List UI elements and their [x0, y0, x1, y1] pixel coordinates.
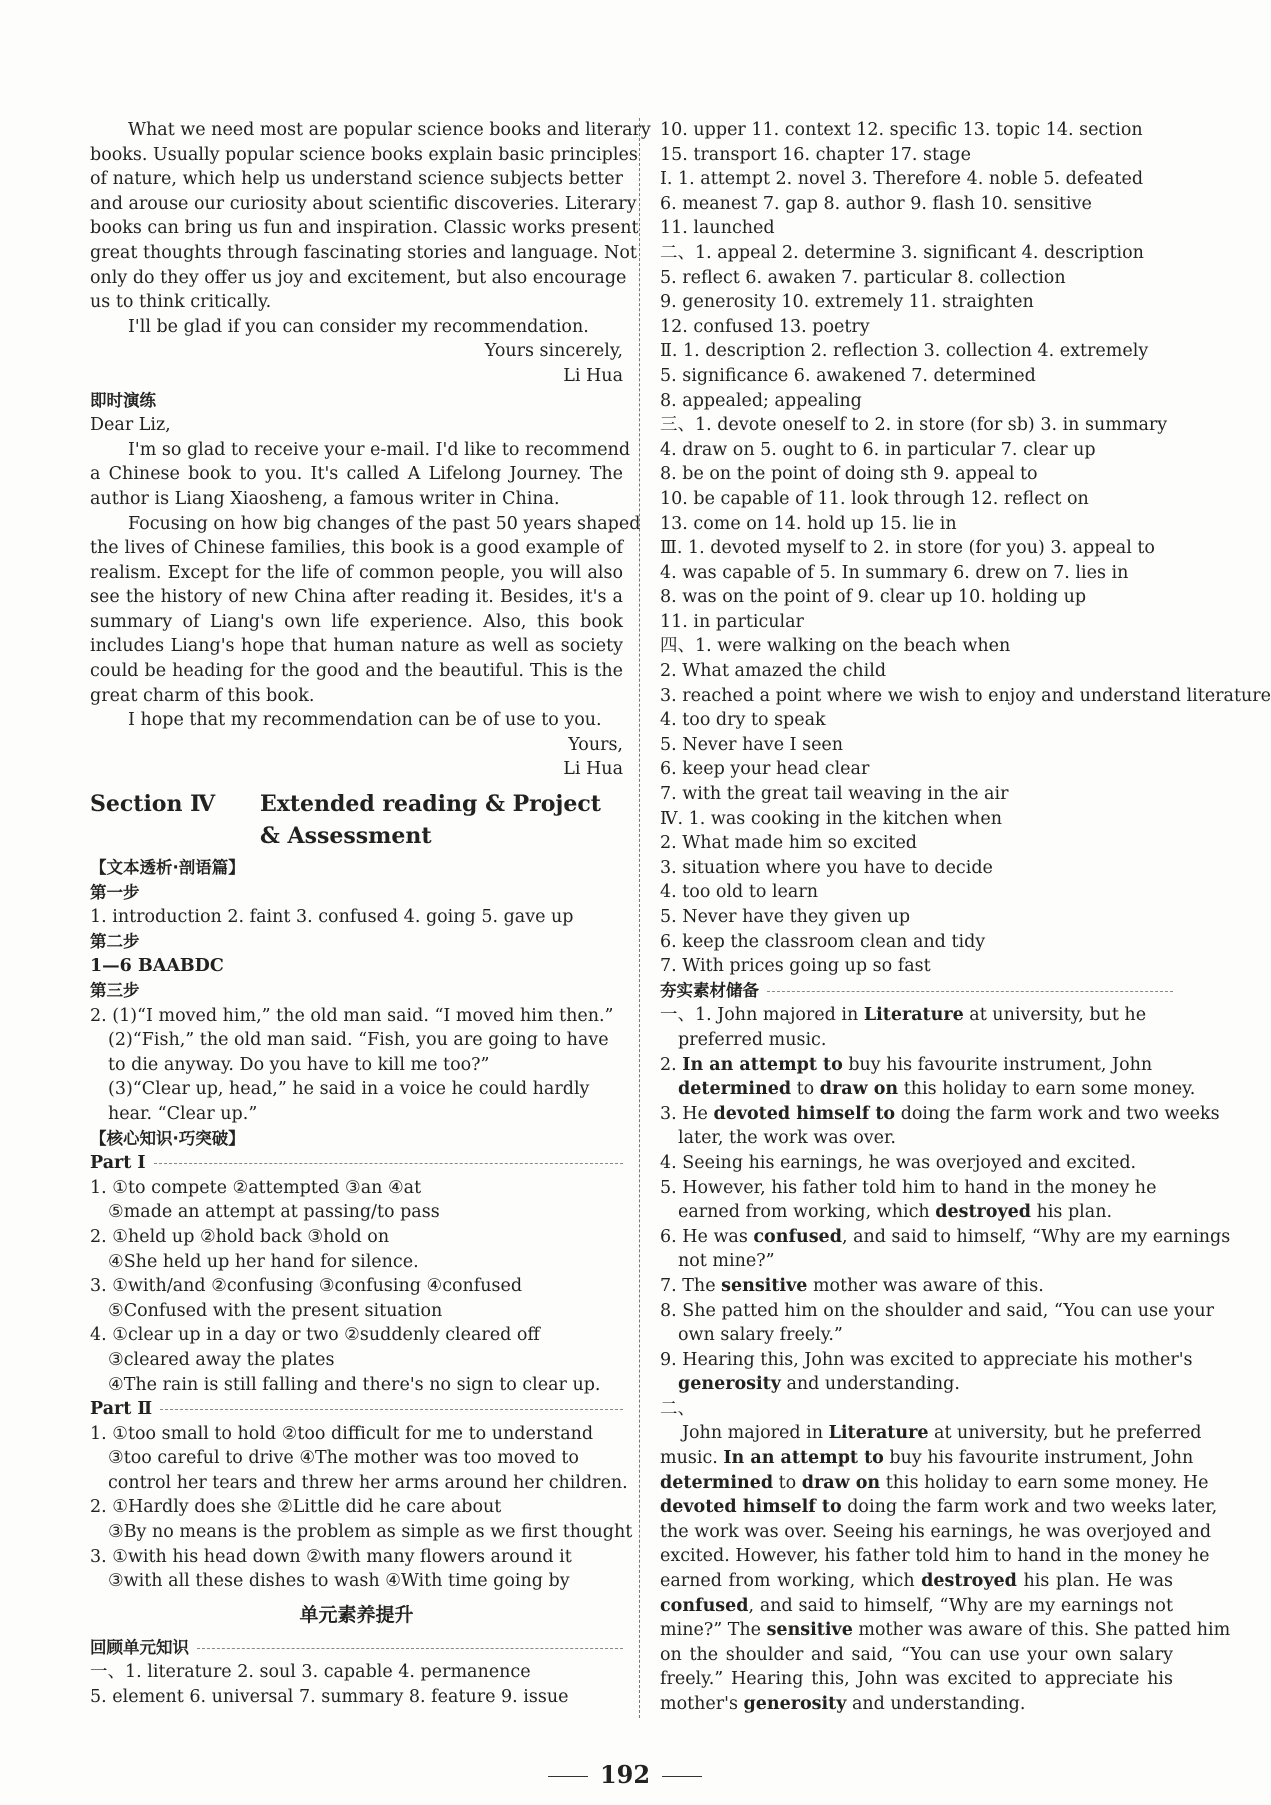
letter-1-closing: I'll be glad if you can consider my recommendation.	[128, 316, 589, 337]
practice-heading: 即时演练	[90, 390, 156, 410]
text-line: 2. What amazed the child	[660, 661, 887, 682]
text-line: books. Usually popular science books explain basic principles	[90, 144, 638, 165]
text-line: 3. ①with his head down ②with many flowers around it	[90, 1546, 572, 1567]
section-3-answers	[660, 413, 1173, 536]
letter-1-sign-off: Yours sincerely,	[484, 341, 623, 362]
text-line	[660, 1667, 1173, 1692]
material-sentences	[660, 1003, 1231, 1397]
key-term: destroyed	[935, 1202, 1031, 1223]
text-line: 11. launched	[660, 218, 775, 239]
key-term: determined	[678, 1079, 792, 1100]
text-line: ④She held up her hand for silence.	[108, 1251, 419, 1272]
part-2-answers	[90, 1422, 633, 1594]
text-line: 四、1. were walking on the beach when	[660, 636, 1011, 657]
text-line: Focusing on how big changes of the past 50 years shaped	[128, 513, 641, 534]
text-run: and understanding.	[780, 1374, 960, 1395]
text-run: 5. However, his father told him to hand in the money he	[660, 1177, 1157, 1198]
key-term: determined	[660, 1472, 774, 1493]
text-line	[660, 1421, 1202, 1446]
column-divider	[639, 118, 640, 1718]
text-line: 2. (1)“I moved him,” the old man said. “I moved him then.”	[90, 1005, 614, 1026]
text-run: earned from working, which	[678, 1202, 936, 1223]
section-4-answers	[660, 634, 1271, 978]
exercise-I-answers	[660, 167, 1173, 241]
key-term: devoted himself to	[713, 1103, 896, 1124]
right-column	[660, 118, 1271, 1717]
key-term: In an attempt to	[682, 1054, 843, 1075]
text-line: 10. upper 11. context 12. specific 13. topic 14. section	[660, 120, 1143, 140]
text-line: (3)“Clear up, head,” he said in a voice he could hardly	[108, 1079, 590, 1100]
text-run: own salary freely.”	[678, 1325, 843, 1346]
letter-2-sign-off: Yours,	[568, 734, 623, 755]
text-line	[660, 1102, 1220, 1127]
text-line: us to think critically.	[90, 292, 272, 313]
step-3-label: 第三步	[90, 981, 140, 1000]
text-line: 6. keep the classroom clean and tidy	[660, 931, 986, 952]
text-line	[660, 1003, 1173, 1028]
text-line	[660, 1176, 1173, 1201]
text-line	[660, 1372, 1173, 1397]
text-line	[660, 1692, 1173, 1717]
letter-1-body	[90, 118, 651, 315]
text-run: freely.” Hearing this, John was excited to appreciate his	[660, 1669, 1173, 1690]
text-run: on the shoulder and said, “You can use your own salary	[660, 1644, 1173, 1665]
text-line	[660, 1249, 1173, 1274]
text-run: at university, but he	[963, 1005, 1147, 1026]
text-line: author is Liang Xiaosheng, a famous writer in China.	[90, 488, 560, 509]
unit-title: 单元素养提升	[299, 1603, 414, 1626]
text-line: hear. “Clear up.”	[108, 1103, 258, 1124]
step-3-answers	[90, 1004, 623, 1127]
text-run: and understanding.	[846, 1694, 1026, 1714]
text-line: Ⅱ. 1. description 2. reflection 3. collection 4. extremely	[660, 341, 1149, 362]
key-term: confused	[753, 1226, 842, 1247]
text-run: earned from working, which	[660, 1571, 922, 1592]
text-line	[660, 1200, 1173, 1225]
text-line	[660, 1643, 1173, 1668]
text-line	[660, 1495, 1218, 1520]
salutation: Dear Liz,	[90, 415, 171, 436]
text-line: ⑤made an attempt at passing/to pass	[108, 1202, 440, 1223]
part-1-heading	[90, 1151, 623, 1176]
text-run: to	[773, 1472, 802, 1493]
text-line: ③By no means is the problem as simple as we first thought	[108, 1522, 633, 1543]
review-heading-label: 回顾单元知识	[90, 1637, 189, 1657]
text-run: buy his favourite instrument, John	[842, 1054, 1153, 1075]
text-line: 8. be on the point of doing sth 9. appeal to	[660, 464, 1038, 485]
text-line: 2. What made him so excited	[660, 833, 918, 854]
text-run: 9. Hearing this, John was excited to appreciate his mother's	[660, 1349, 1193, 1370]
text-run: the work was over. Seeing his earnings, he was overjoyed and	[660, 1521, 1212, 1542]
text-run: mother's	[660, 1694, 744, 1714]
text-run: music.	[660, 1448, 724, 1469]
text-line: What we need most are popular science books and literary	[128, 120, 651, 140]
text-run: buy his favourite instrument, John	[883, 1448, 1194, 1469]
text-line: 10. be capable of 11. look through 12. reflect on	[660, 488, 1089, 509]
text-line	[660, 1225, 1231, 1250]
part-1-label: Part Ⅰ	[90, 1153, 146, 1174]
text-run: 7. The	[660, 1275, 722, 1296]
text-analysis-heading: 【文本透析·剖语篇】	[90, 858, 245, 878]
key-term: sensitive	[721, 1275, 808, 1296]
text-line: 5. reflect 6. awaken 7. particular 8. collection	[660, 267, 1066, 288]
review-heading	[90, 1636, 623, 1661]
text-run: to	[791, 1079, 820, 1100]
text-line: of nature, which help us understand science subjects better	[90, 169, 623, 190]
text-run: this holiday to earn some money. He	[880, 1472, 1209, 1493]
text-line: summary of Liang's own life experience. Also, this book	[90, 611, 623, 632]
key-term: In an attempt to	[723, 1448, 884, 1469]
text-line: 4. ①clear up in a day or two ②suddenly cleared off	[90, 1325, 540, 1346]
part-2-heading	[90, 1397, 623, 1422]
text-run: mine?” The	[660, 1620, 767, 1641]
key-term: Literature	[863, 1005, 964, 1026]
text-line	[660, 1299, 1214, 1324]
text-line	[660, 1471, 1209, 1496]
text-line: 5. significance 6. awakened 7. determined	[660, 365, 1036, 386]
text-line: 7. with the great tail weaving in the air	[660, 784, 1009, 805]
exercise-II-answers	[660, 339, 1173, 413]
text-line: 4. was capable of 5. In summary 6. drew on 7. lies in	[660, 562, 1129, 583]
letter-2-paragraph-1	[90, 438, 631, 512]
text-line: 15. transport 16. chapter 17. stage	[660, 144, 971, 165]
text-run: , and said to himself, “Why are my earnings not	[748, 1595, 1173, 1616]
text-run: doing the farm work and two weeks	[895, 1103, 1220, 1124]
text-line: ③cleared away the plates	[108, 1349, 335, 1370]
text-line: the lives of Chinese families, this book is a good example of	[90, 538, 623, 559]
text-line: 4. too dry to speak	[660, 710, 826, 731]
key-term: confused	[660, 1595, 749, 1616]
text-line: a Chinese book to you. It's called A Lifelong Journey. The	[90, 464, 623, 485]
text-run: John majored in	[682, 1423, 829, 1444]
text-line: 5. Never have I seen	[660, 734, 844, 755]
section-2-answers	[660, 241, 1173, 339]
text-line: (2)“Fish,” the old man said. “Fish, you are going to have	[108, 1030, 609, 1051]
text-line: 三、1. devote oneself to 2. in store (for sb) 3. in summary	[660, 415, 1168, 436]
text-run: mother was aware of this. She patted him	[852, 1620, 1231, 1641]
key-term: draw on	[801, 1472, 881, 1493]
text-line: 13. come on 14. hold up 15. lie in	[660, 513, 957, 534]
text-line	[660, 1077, 1196, 1102]
text-line: 3. ①with/and ②confusing ③confusing ④confused	[90, 1276, 523, 1297]
text-run: doing the farm work and two weeks later,	[841, 1497, 1218, 1518]
text-line	[660, 1520, 1212, 1545]
text-run: at university, but he preferred	[928, 1423, 1202, 1444]
text-run: 2.	[660, 1054, 683, 1075]
text-line: see the history of new China after reading it. Besides, it's a	[90, 587, 623, 608]
letter-1-signature: Li Hua	[563, 365, 623, 386]
part-2-label: Part Ⅱ	[90, 1399, 153, 1420]
text-line	[660, 1348, 1193, 1373]
text-line: 1. ①to compete ②attempted ③an ④at	[90, 1177, 422, 1198]
letter-2-paragraph-2	[90, 512, 641, 709]
text-line	[660, 1028, 1173, 1053]
text-line: realism. Except for the life of common people, you will also	[90, 562, 623, 583]
text-line: 3. reached a point where we wish to enjoy and understand literature	[660, 685, 1271, 706]
text-line	[660, 1618, 1231, 1643]
text-line: ③too careful to drive ④The mother was too moved to	[108, 1448, 579, 1469]
text-run: , and said to himself, “Why are my earnings	[841, 1226, 1231, 1247]
text-run: not mine?”	[678, 1251, 775, 1272]
key-term: destroyed	[921, 1571, 1017, 1592]
text-run: mother was aware of this.	[807, 1275, 1044, 1296]
text-line: books can bring us fun and inspiration. Classic works present	[90, 218, 639, 239]
text-line	[660, 1053, 1173, 1078]
summary-essay	[660, 1421, 1231, 1716]
key-term: draw on	[819, 1079, 899, 1100]
page-number	[0, 1760, 1250, 1789]
text-line	[660, 1594, 1173, 1619]
text-line: 2. ①held up ②hold back ③hold on	[90, 1226, 390, 1247]
text-line: 6. meanest 7. gap 8. author 9. flash 10. sensitive	[660, 193, 1092, 214]
text-line	[660, 1569, 1173, 1594]
text-run: this holiday to earn some money.	[898, 1079, 1196, 1100]
text-run: preferred music.	[678, 1029, 827, 1050]
text-run: 一、1. John majored in	[660, 1005, 864, 1026]
text-line: 12. confused 13. poetry	[660, 316, 870, 337]
text-line: 3. situation where you have to decide	[660, 857, 993, 878]
text-line	[660, 1126, 1173, 1151]
text-line: includes Liang's hope that human nature as well as society	[90, 636, 623, 657]
material-heading	[660, 979, 1173, 1004]
review-answers	[90, 1660, 623, 1709]
text-line	[660, 1446, 1194, 1471]
review-answers-cont	[660, 118, 1173, 167]
key-term: Literature	[828, 1423, 929, 1444]
step-2-answers: 1—6 BAABDC	[90, 956, 224, 977]
text-line: 4. draw on 5. ought to 6. in particular 7. clear up	[660, 439, 1096, 460]
text-run: his plan.	[1031, 1202, 1113, 1223]
text-line: Ⅲ. 1. devoted myself to 2. in store (for you) 3. appeal to	[660, 538, 1155, 559]
text-line: ⑤Confused with the present situation	[108, 1300, 443, 1321]
text-line: could be heading for the good and the beautiful. This is the	[90, 661, 623, 682]
text-line	[660, 1544, 1210, 1569]
section-name: Extended reading & Project	[260, 791, 601, 818]
text-line: only do they offer us joy and excitement, but also encourage	[90, 267, 627, 288]
step-1-label: 第一步	[90, 882, 140, 902]
section-er-label: 二、	[660, 1398, 695, 1419]
text-line	[660, 1274, 1173, 1299]
text-line: 4. too old to learn	[660, 882, 818, 903]
text-run: 8. She patted him on the shoulder and said, “You can use your	[660, 1300, 1214, 1321]
text-run: excited. However, his father told him to hand in the money he	[660, 1546, 1210, 1567]
letter-2-closing: I hope that my recommendation can be of use to you.	[128, 710, 602, 731]
text-line: to die anyway. Do you have to kill me too?”	[108, 1054, 490, 1075]
text-line: 5. Never have they given up	[660, 907, 911, 927]
section-number: Section Ⅳ	[90, 791, 216, 818]
text-line: I'm so glad to receive your e-mail. I'd like to recommend	[128, 439, 631, 460]
text-line: control her tears and threw her arms around her children.	[108, 1472, 628, 1493]
text-line: 一、1. literature 2. soul 3. capable 4. permanence	[90, 1662, 531, 1683]
text-line: Ⅰ. 1. attempt 2. novel 3. Therefore 4. noble 5. defeated	[660, 169, 1144, 190]
key-term: generosity	[678, 1374, 781, 1395]
text-line: 1. ①too small to hold ②too difficult for me to understand	[90, 1423, 594, 1444]
text-run: later, the work was over.	[678, 1128, 896, 1149]
text-line	[660, 1323, 1173, 1348]
text-line: and arouse our curiosity about scientific discoveries. Literary	[90, 193, 637, 214]
exercise-III-answers	[660, 536, 1173, 634]
text-line: 8. was on the point of 9. clear up 10. holding up	[660, 587, 1087, 608]
text-line: 7. With prices going up so fast	[660, 956, 931, 977]
text-line: great thoughts through fascinating stories and language. Not	[90, 242, 637, 263]
text-line: 6. keep your head clear	[660, 759, 870, 780]
text-run: his plan. He was	[1016, 1571, 1173, 1592]
text-line	[660, 1151, 1173, 1176]
text-line: 5. element 6. universal 7. summary 8. feature 9. issue	[90, 1687, 569, 1708]
key-term: devoted himself to	[660, 1497, 842, 1518]
page-number-text: 192	[599, 1760, 651, 1789]
material-heading-label: 夯实素材储备	[660, 980, 759, 1000]
text-line: 9. generosity 10. extremely 11. straighten	[660, 292, 1034, 313]
text-line: 2. ①Hardly does she ②Little did he care about	[90, 1497, 502, 1518]
text-line: ③with all these dishes to wash ④With time going by	[108, 1571, 570, 1592]
left-column	[90, 118, 651, 1710]
text-line: 二、1. appeal 2. determine 3. significant 4. description	[660, 242, 1144, 263]
key-term: sensitive	[766, 1620, 853, 1641]
text-line: Ⅳ. 1. was cooking in the kitchen when	[660, 808, 1002, 829]
text-line: ④The rain is still falling and there's no sign to clear up.	[108, 1374, 601, 1395]
text-run: 4. Seeing his earnings, he was overjoyed and excited.	[660, 1152, 1137, 1173]
text-run: 3. He	[660, 1103, 714, 1124]
section-title	[90, 788, 623, 852]
key-term: generosity	[743, 1694, 847, 1714]
step-1-answers: 1. introduction 2. faint 3. confused 4. going 5. gave up	[90, 907, 574, 928]
part-1-answers	[90, 1176, 623, 1397]
letter-2-signature: Li Hua	[563, 759, 623, 780]
section-name-cont: & Assessment	[260, 823, 432, 850]
text-line: great charm of this book.	[90, 685, 315, 706]
core-knowledge-heading: 【核心知识·巧突破】	[90, 1128, 245, 1148]
text-line: 11. in particular	[660, 611, 804, 632]
text-run: 6. He was	[660, 1226, 754, 1247]
text-line: 8. appealed; appealing	[660, 390, 862, 411]
step-2-label: 第二步	[90, 931, 140, 951]
